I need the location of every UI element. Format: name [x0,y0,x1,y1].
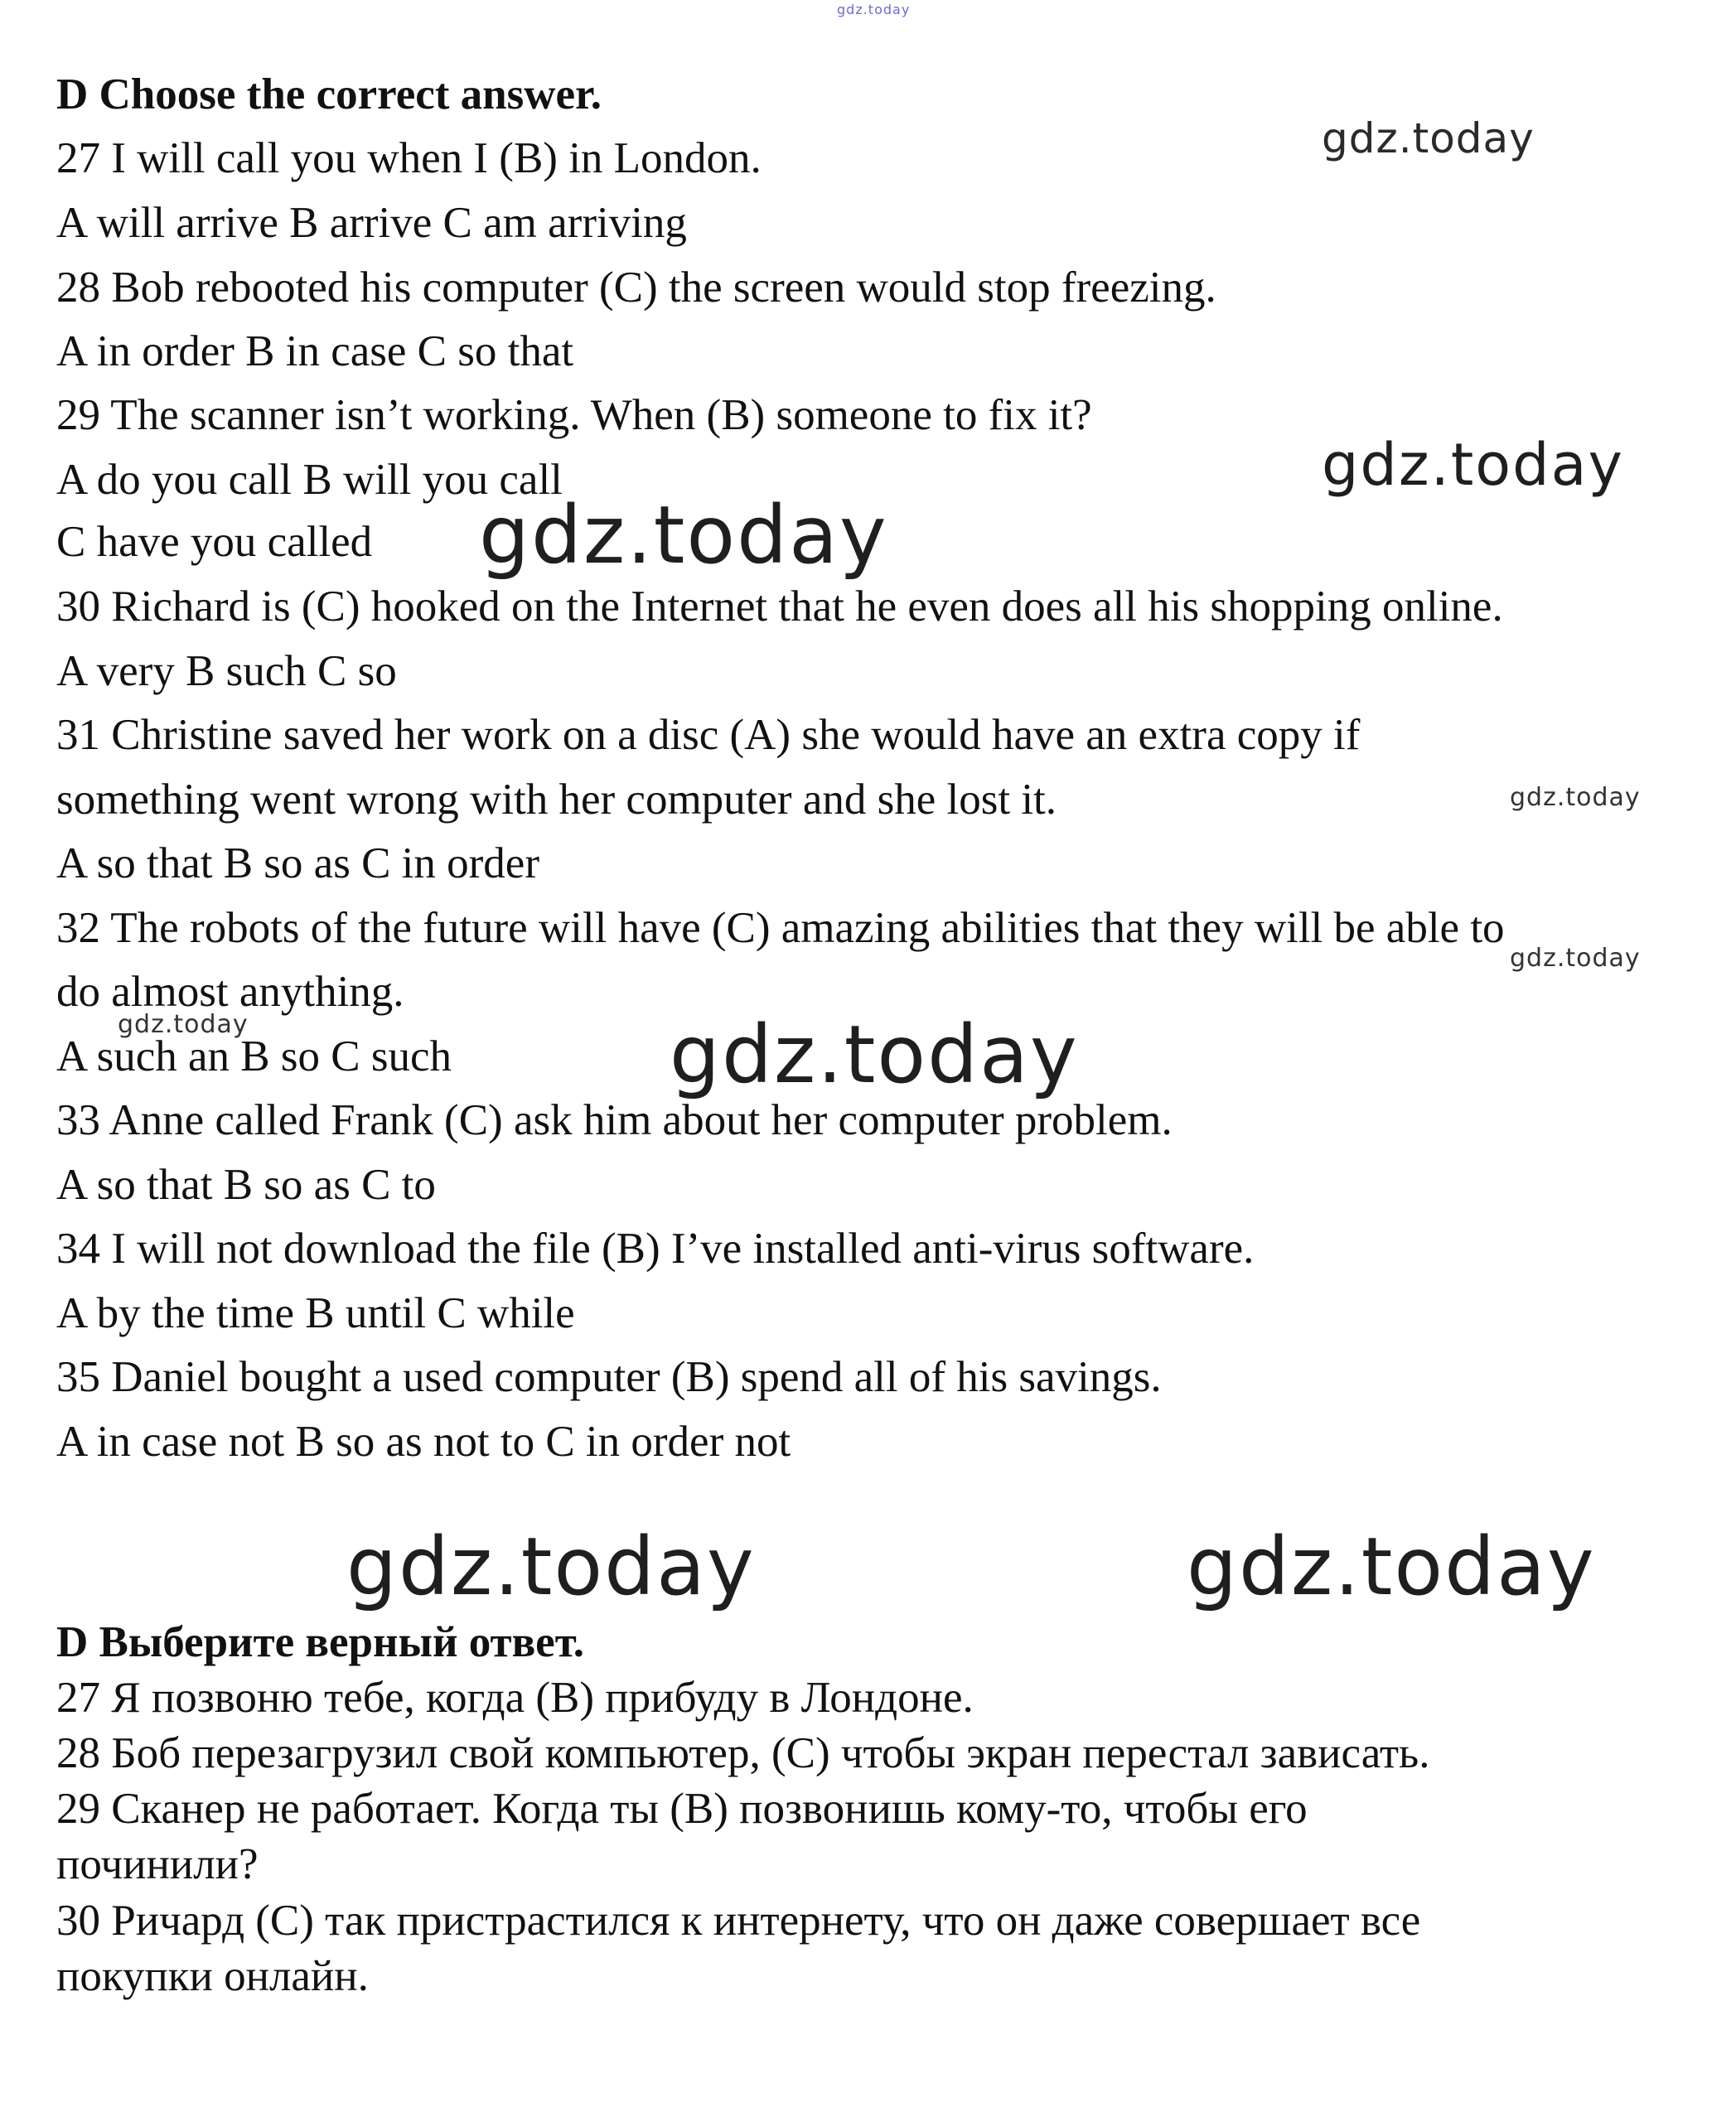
watermark-top: gdz.today [837,2,911,17]
english-heading: D Choose the correct answer. [56,70,602,118]
question-29: 29 The scanner isn’t working. When (B) someone to fix it? [56,391,1092,439]
options-30: A very B such C so [56,647,397,695]
watermark-right-small-1: gdz.today [1510,783,1641,812]
options-35: A in case not B so as not to C in order not [56,1418,791,1466]
question-27: 27 I will call you when I (B) in London. [56,134,762,182]
russian-answer-29-line-1: 29 Сканер не работает. Когда ты (B) позвонишь кому-то, чтобы его [56,1785,1308,1833]
question-31-line-2: something went wrong with her computer and she lost it. [56,776,1057,824]
question-33: 33 Anne called Frank (C) ask him about her computer problem. [56,1096,1173,1144]
watermark-right-1: gdz.today [1322,114,1535,162]
question-30: 30 Richard is (C) hooked on the Internet that he even does all his shopping online. [56,582,1503,631]
russian-answer-29-line-2: починили? [56,1840,259,1888]
options-27: A will arrive B arrive C am arriving [56,199,687,247]
question-34: 34 I will not download the file (B) I’ve installed anti-virus software. [56,1225,1255,1273]
question-32-line-1: 32 The robots of the future will have (C) amazing abilities that they will be able to [56,904,1505,952]
watermark-center-1: gdz.today [479,489,888,582]
question-31-line-1: 31 Christine saved her work on a disc (A) she would have an extra copy if [56,711,1361,759]
russian-heading: D Выберите верный ответ. [56,1618,585,1666]
russian-answer-30-line-2: покупки онлайн. [56,1952,369,2000]
options-31: A so that B so as C in order [56,839,539,887]
question-35: 35 Daniel bought a used computer (B) spend all of his savings. [56,1353,1162,1401]
watermark-left-small: gdz.today [118,1010,249,1039]
options-28: A in order B in case C so that [56,327,574,375]
watermark-right-2: gdz.today [1322,431,1624,499]
watermark-bottom-right: gdz.today [1187,1520,1596,1613]
watermark-right-small-2: gdz.today [1510,944,1641,973]
russian-answer-28: 28 Боб перезагрузил свой компьютер, (C) чтобы экран перестал зависать. [56,1729,1430,1777]
options-34: A by the time B until C while [56,1289,575,1337]
russian-answer-30-line-1: 30 Ричард (C) так пристрастился к интернету, что он даже совершает все [56,1897,1421,1945]
watermark-bottom-left: gdz.today [346,1520,756,1613]
watermark-center-2: gdz.today [670,1008,1079,1101]
options-32: A such an B so C such [56,1032,452,1080]
question-32-line-2: do almost anything. [56,968,404,1016]
options-29-c: C have you called [56,518,373,566]
question-28: 28 Bob rebooted his computer (C) the screen would stop freezing. [56,263,1216,312]
options-33: A so that B so as C to [56,1161,436,1209]
options-29-a-b: A do you call B will you call [56,456,563,504]
russian-answer-27: 27 Я позвоню тебе, когда (B) прибуду в Лондоне. [56,1674,974,1722]
